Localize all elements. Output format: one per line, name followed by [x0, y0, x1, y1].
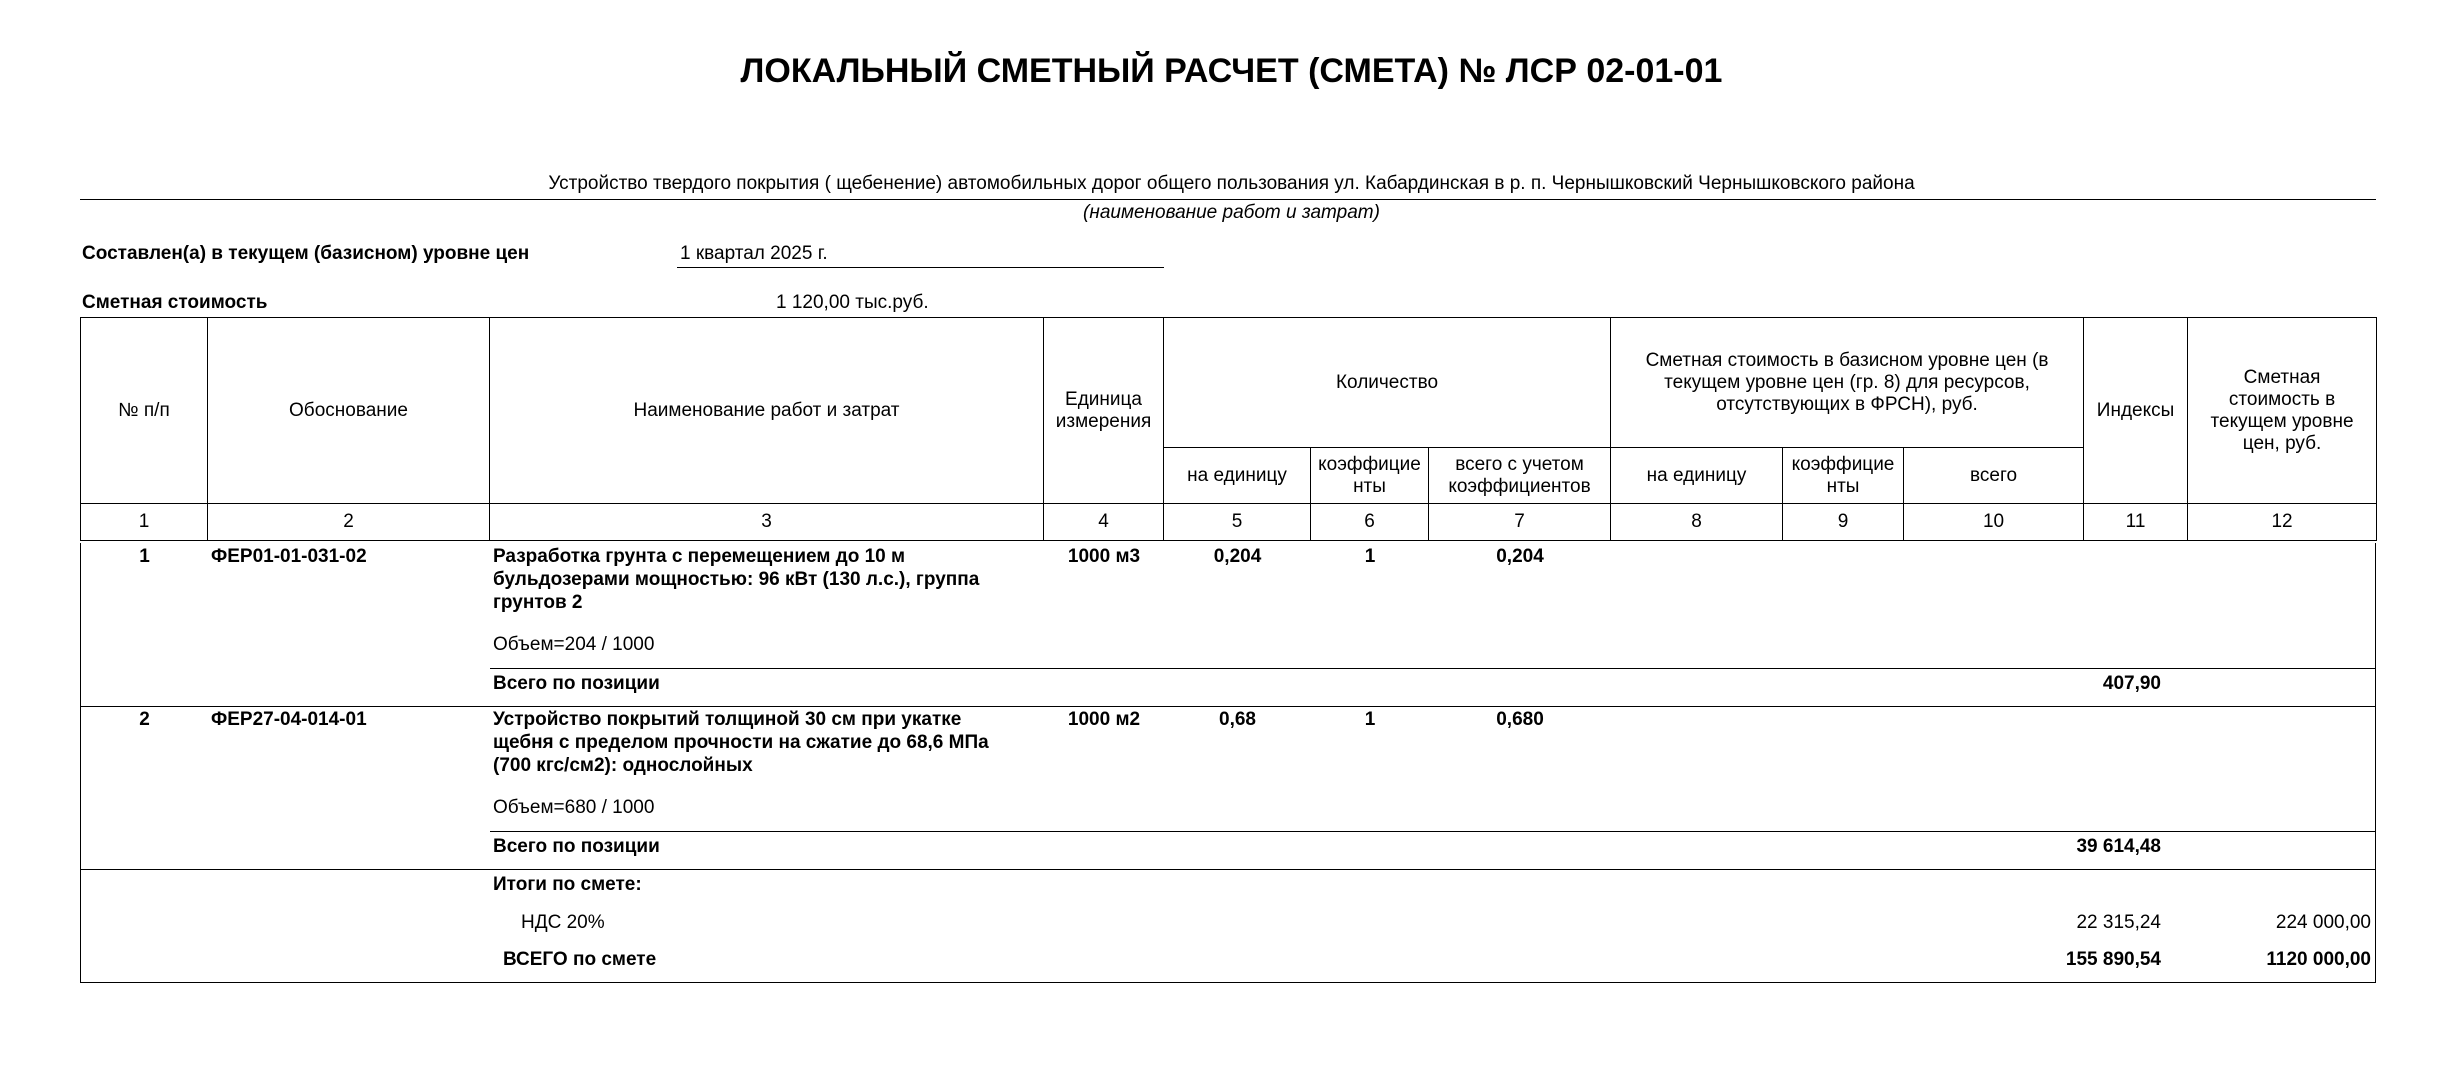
header-current-cost: Сметная стоимость в текущем уровне цен, руб.	[2188, 318, 2377, 504]
item-total-label: Всего по позиции	[493, 673, 660, 694]
header-qty-per-unit: на единицу	[1164, 448, 1311, 504]
header-cost-per-unit: на единицу	[1611, 448, 1783, 504]
column-number: 5	[1164, 504, 1311, 541]
header-cost-coef: коэффицие нты	[1783, 448, 1904, 504]
header-unit: Единица измерения	[1044, 318, 1164, 504]
column-number: 9	[1783, 504, 1904, 541]
page-title: ЛОКАЛЬНЫЙ СМЕТНЫЙ РАСЧЕТ (СМЕТА) № ЛСР 02-01-01	[740, 52, 1723, 90]
divider	[677, 267, 1164, 268]
item-unit: 1000 м2	[1067, 709, 1141, 730]
column-number: 7	[1429, 504, 1611, 541]
column-number: 10	[1904, 504, 2084, 541]
totals-heading: Итоги по смете:	[493, 874, 642, 895]
column-number: 4	[1044, 504, 1164, 541]
item-name: Разработка грунта с перемещением до 10 м	[493, 546, 906, 567]
item-qty-per-unit: 0,204	[1213, 546, 1262, 567]
item-name: (700 кгс/см2): однослойных	[493, 755, 753, 776]
item-code: ФЕР27-04-014-01	[211, 709, 367, 730]
vat-label: НДС 20%	[521, 912, 605, 933]
column-number: 3	[490, 504, 1044, 541]
work-name-caption: (наименование работ и затрат)	[1083, 202, 1380, 223]
item-coef: 1	[1364, 709, 1376, 730]
work-name: Устройство твердого покрытия ( щебенение) автомобильных дорог общего пользования ул. Кабардинская в р. п. Чернышковский Чернышковского района	[548, 173, 1915, 194]
item-qty-per-unit: 0,68	[1219, 709, 1256, 730]
grand-total-current-value: 1120 000,00	[2266, 949, 2371, 970]
column-number: 6	[1311, 504, 1429, 541]
header-cost-total: всего	[1904, 448, 2084, 504]
vat-current-value: 224 000,00	[2275, 912, 2371, 933]
header-base-cost: Сметная стоимость в базисном уровне цен (в текущем уровне цен (гр. 8) для ресурсов, отсутствующих в ФРСН), руб.	[1611, 318, 2084, 448]
item-code: ФЕР01-01-031-02	[211, 546, 367, 567]
item-number: 2	[139, 709, 150, 730]
estimated-cost-value: 1 120,00 тыс.руб.	[776, 292, 929, 313]
divider	[490, 831, 2375, 832]
estimate-table-body	[80, 543, 2376, 983]
header-num: № п/п	[81, 318, 208, 504]
item-total-value: 407,90	[2102, 673, 2161, 694]
vat-base-value: 22 315,24	[2076, 912, 2161, 933]
item-qty-total: 0,680	[1496, 709, 1544, 730]
item-qty-total: 0,204	[1496, 546, 1544, 567]
header-indices: Индексы	[2084, 318, 2188, 504]
estimated-cost-label: Сметная стоимость	[82, 292, 268, 313]
item-coef: 1	[1364, 546, 1376, 567]
header-qty-coef: коэффицие нты	[1311, 448, 1429, 504]
item-total-value: 39 614,48	[2076, 836, 2161, 857]
price-level-value: 1 квартал 2025 г.	[680, 243, 828, 264]
header-basis: Обоснование	[208, 318, 490, 504]
divider	[81, 706, 2375, 707]
column-number: 2	[208, 504, 490, 541]
item-total-label: Всего по позиции	[493, 836, 660, 857]
item-name: Устройство покрытий толщиной 30 см при укатке	[493, 709, 962, 730]
header-qty-total: всего с учетом коэффициентов	[1429, 448, 1611, 504]
grand-total-base-value: 155 890,54	[2065, 949, 2161, 970]
divider	[80, 199, 2376, 200]
header-quantity: Количество	[1164, 318, 1611, 448]
column-number: 1	[81, 504, 208, 541]
item-name: бульдозерами мощностью: 96 кВт (130 л.с.), группа	[493, 569, 980, 590]
item-number: 1	[139, 546, 150, 567]
estimate-table-header	[80, 317, 2377, 541]
header-name: Наименование работ и затрат	[490, 318, 1044, 504]
item-name: щебня с пределом прочности на сжатие до 68,6 МПа	[493, 732, 989, 753]
divider	[490, 668, 2375, 669]
item-volume: Объем=204 / 1000	[493, 634, 655, 655]
item-unit: 1000 м3	[1067, 546, 1141, 567]
column-number: 8	[1611, 504, 1783, 541]
price-level-label: Составлен(а) в текущем (базисном) уровне цен	[82, 243, 530, 264]
item-name: грунтов 2	[493, 592, 583, 613]
column-number: 11	[2084, 504, 2188, 541]
grand-total-label: ВСЕГО по смете	[503, 949, 657, 970]
divider	[81, 869, 2375, 870]
column-number: 12	[2188, 504, 2377, 541]
item-volume: Объем=680 / 1000	[493, 797, 655, 818]
